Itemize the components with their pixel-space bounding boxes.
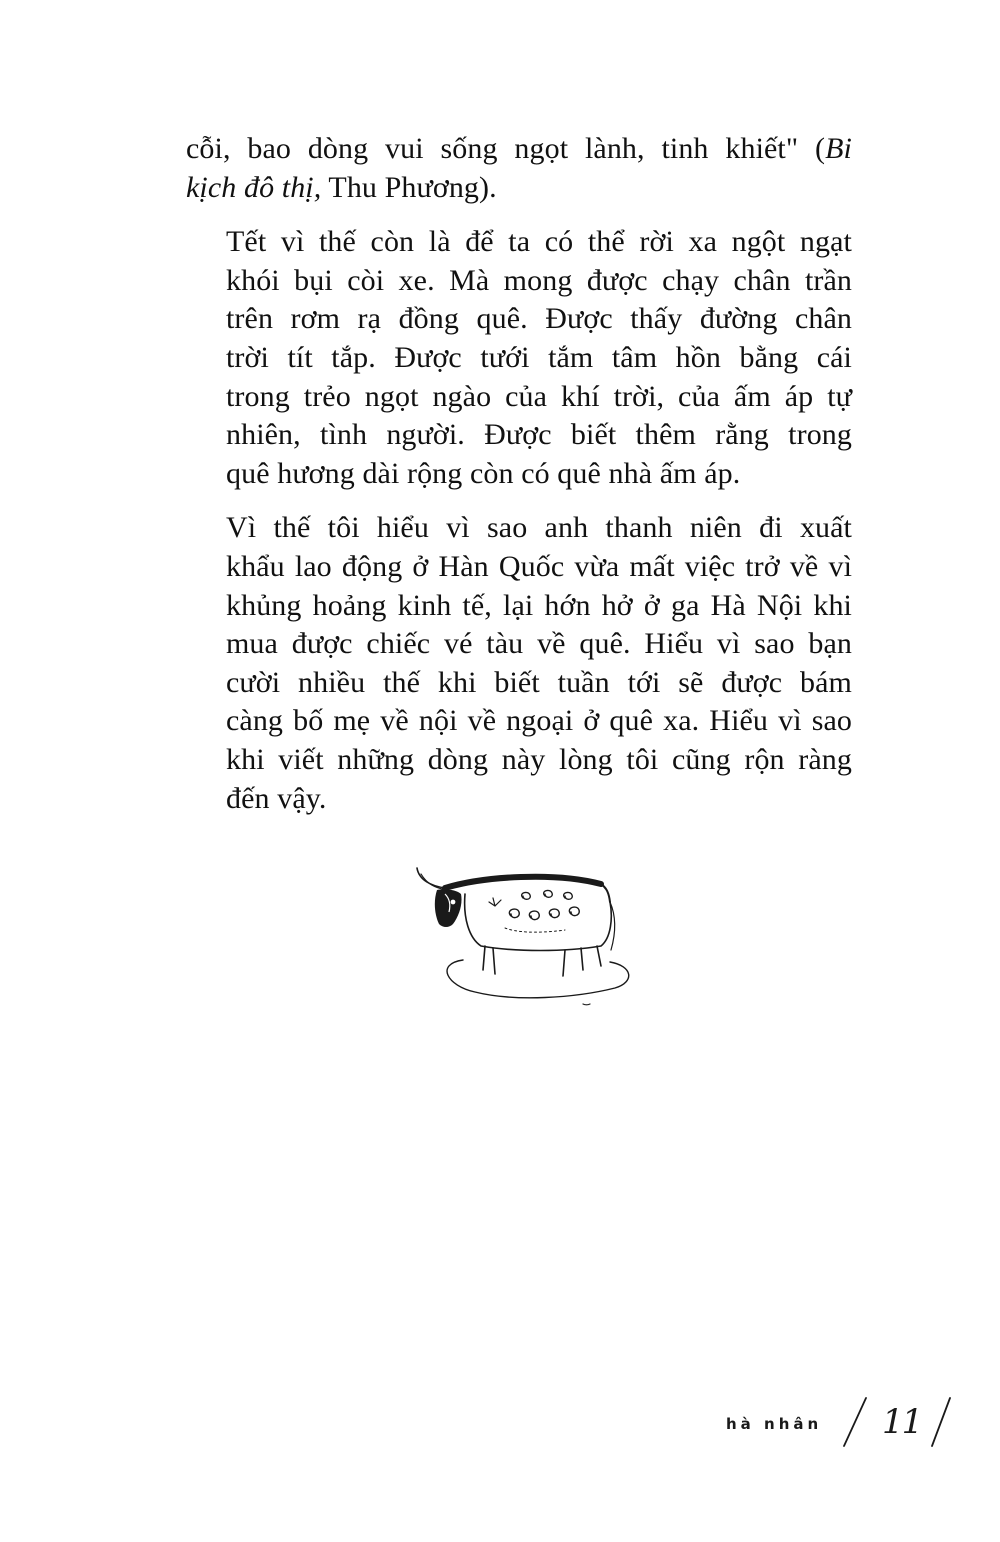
text-line: khói bụi còi xe. Mà mong được chạy chân trần bbox=[226, 263, 852, 297]
text-line: khi viết những dòng này lòng tôi cũng rộn ràng bbox=[226, 742, 852, 776]
text-line: càng bố mẹ về nội về ngoại ở quê xa. Hiểu vì sao bbox=[226, 704, 852, 738]
text-line: trời tít tắp. Được tưới tắm tâm hồn bằng cái bbox=[226, 340, 852, 374]
text-run: cỗi, bao dòng vui sống ngọt lành, tinh khiết" ( bbox=[186, 132, 826, 165]
text-line: mua được chiếc vé tàu về quê. Hiểu vì sao bạn bbox=[226, 627, 852, 661]
text-line: khủng hoảng kinh tế, lại hớn hở ở ga Hà Nội khi bbox=[226, 588, 852, 622]
body-text bbox=[186, 130, 852, 818]
paragraph-3 bbox=[186, 509, 852, 818]
italic-text-run: Bi bbox=[825, 132, 852, 165]
text-line: Tết vì thế còn là để ta có thể rời xa ngột ngạt bbox=[226, 225, 852, 259]
text-line: Vì thế tôi hiểu vì sao anh thanh niên đi xuất bbox=[226, 511, 852, 545]
paragraph-2 bbox=[186, 223, 852, 493]
page-footer bbox=[720, 1390, 970, 1450]
page-number: 11 bbox=[882, 1402, 922, 1442]
paragraph-1 bbox=[186, 130, 852, 207]
text-line: đến vậy. bbox=[226, 781, 327, 815]
text-line: cười nhiều thế khi biết tuần tới sẽ được bám bbox=[226, 665, 852, 699]
text-line: khẩu lao động ở Hàn Quốc vừa mất việc trở về vì bbox=[226, 549, 852, 583]
italic-text-run: kịch đô thị, bbox=[186, 170, 322, 204]
text-line: trong trẻo ngọt ngào của khí trời, của ấm áp tự bbox=[226, 379, 852, 413]
text-line bbox=[186, 169, 852, 208]
author-name: hà nhân bbox=[726, 1415, 823, 1433]
footer-slash-marks bbox=[720, 1390, 970, 1450]
text-run: Thu Phương). bbox=[321, 170, 497, 204]
text-line bbox=[186, 130, 852, 169]
text-line: trên rơm rạ đồng quê. Được thấy đường chân bbox=[226, 302, 852, 336]
ox-illustration bbox=[405, 858, 645, 1013]
text-line: nhiên, tình người. Được biết thêm rằng trong bbox=[226, 418, 852, 452]
text-line: quê hương dài rộng còn có quê nhà ấm áp. bbox=[226, 456, 741, 490]
